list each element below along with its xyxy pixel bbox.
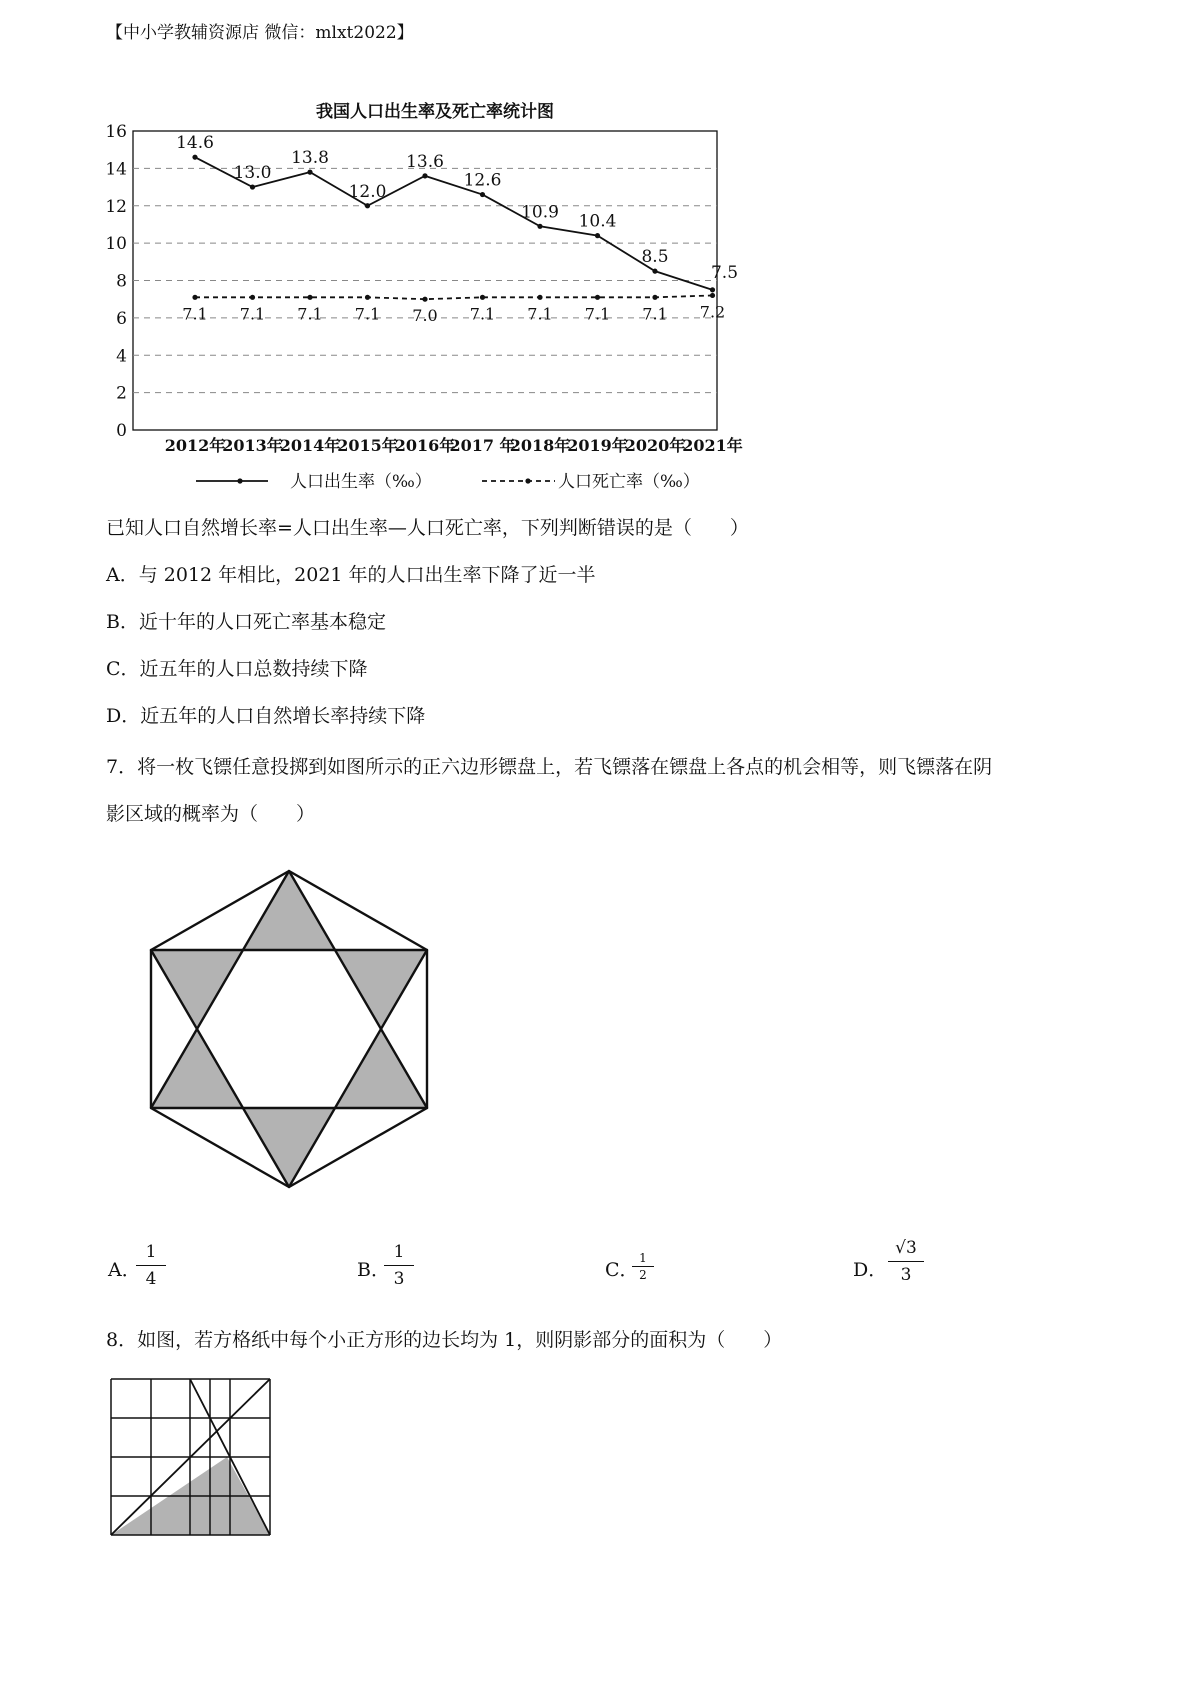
x-tick-label: 2016年 [394,436,456,455]
x-tick-label: 2020年 [624,436,686,455]
birth-rate-label: 8.5 [641,247,669,268]
fraction-denominator: 4 [145,1269,157,1289]
q6-stem: 已知人口自然增长率=人口出生率—人口死亡率，下列判断错误的是（ ） [106,517,749,539]
q7-option-d-label: D． [853,1259,888,1281]
y-tick-label: 0 [116,421,127,441]
y-tick-label: 6 [116,308,127,329]
death-rate-label: 7.1 [584,304,611,324]
x-tick-label: 2013年 [222,436,283,455]
fraction-numerator: √3 [895,1238,917,1258]
y-tick-label: 12 [105,196,127,217]
q7-option-c-label: C． [605,1259,639,1281]
chart-title: 我国人口出生率及死亡率统计图 [316,102,554,122]
fraction-numerator: 1 [639,1251,647,1265]
fraction-denominator: 3 [900,1265,912,1285]
death-rate-label: 7.2 [699,302,726,322]
x-tick-label: 2012年 [164,436,226,455]
q6-option-d: D．近五年的人口自然增长率持续下降 [106,705,426,727]
q7-stem-line2: 影区域的概率为（ ） [106,803,316,825]
birth-rate-label: 7.5 [710,262,739,283]
q7-option-b-label: B． [357,1259,390,1281]
x-tick-label: 2017 年 [449,436,516,455]
q6-option-c: C．近五年的人口总数持续下降 [106,658,368,680]
x-tick-label: 2018年 [509,436,571,455]
birth-rate-label: 13.0 [233,163,272,184]
x-tick-label: 2021年 [682,436,743,455]
birth-rate-label: 14.6 [176,133,214,154]
fraction-denominator: 3 [393,1269,405,1289]
birth-rate-label: 13.8 [291,148,329,169]
legend-birth-label: 人口出生率（‰） [290,472,432,492]
death-rate-label: 7.1 [182,304,208,324]
legend-death-label: 人口死亡率（‰） [558,472,700,492]
birth-rate-label: 12.6 [463,170,502,191]
death-rate-label: 7.1 [297,304,323,324]
x-tick-label: 2019年 [567,436,628,455]
y-tick-label: 4 [116,346,127,367]
death-rate-label: 7.1 [469,304,496,324]
birth-rate-label: 10.4 [578,211,617,232]
q7-stem-line1: 7．将一枚飞镖任意投掷到如图所示的正六边形镖盘上，若飞镖落在镖盘上各点的机会相等，则飞镖落在阴 [106,756,993,778]
birth-rate-label: 13.6 [406,151,444,172]
y-tick-label: 16 [105,122,127,142]
death-rate-label: 7.1 [239,304,266,324]
death-rate-label: 7.1 [354,304,381,324]
birth-rate-label: 10.9 [521,202,559,223]
x-tick-label: 2015年 [337,436,398,455]
y-tick-label: 8 [116,271,127,292]
fraction-numerator: 1 [145,1242,157,1262]
y-tick-label: 2 [116,383,127,404]
death-rate-label: 7.0 [412,306,438,326]
q6-option-b: B．近十年的人口死亡率基本稳定 [106,611,386,633]
fraction-denominator: 2 [639,1268,647,1282]
q8-stem: 8．如图，若方格纸中每个小正方形的边长均为 1，则阴影部分的面积为（ ） [106,1329,783,1351]
y-tick-label: 14 [105,159,127,180]
death-rate-label: 7.1 [642,304,668,324]
death-rate-label: 7.1 [527,304,553,324]
x-tick-label: 2014年 [279,436,341,455]
birth-rate-label: 12.0 [348,181,387,202]
q6-option-a: A．与 2012 年相比，2021 年的人口出生率下降了近一半 [106,564,596,586]
header-note: 【中小学教辅资源店 微信：mlxt2022】 [106,23,414,43]
q7-option-a-label: A． [108,1259,141,1281]
y-tick-label: 10 [105,234,127,255]
fraction-numerator: 1 [393,1242,405,1262]
